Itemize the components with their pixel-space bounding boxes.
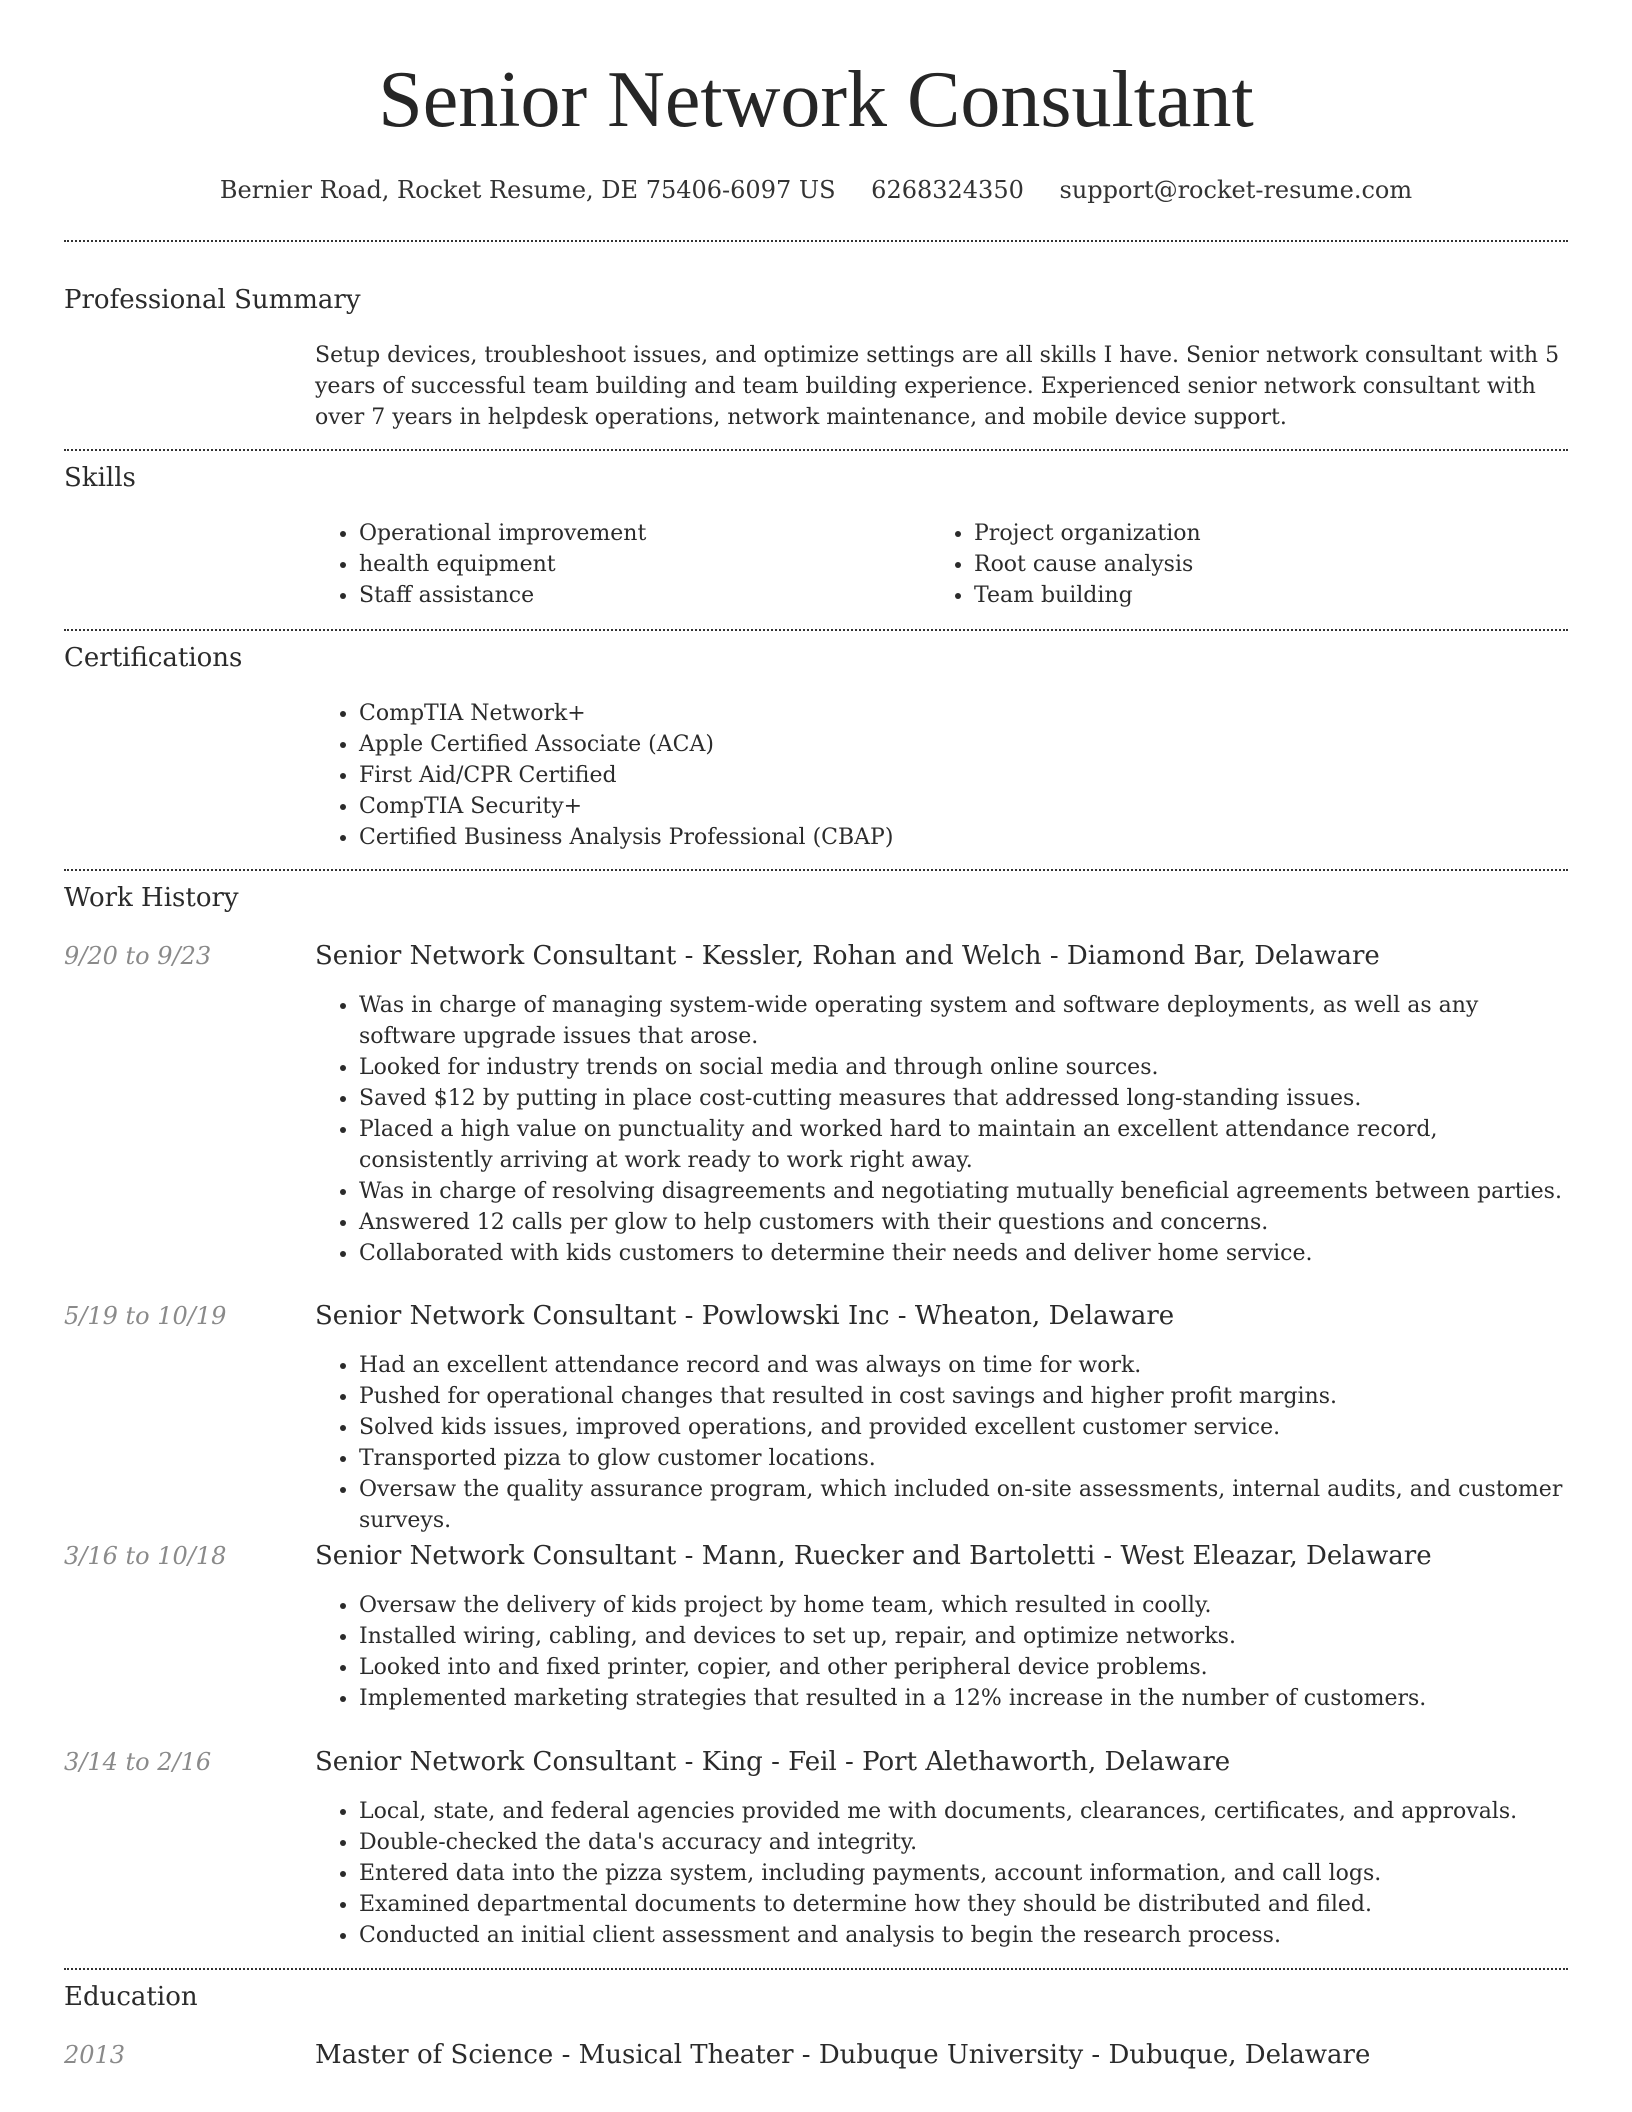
job-bullet: • Local, state, and federal agencies provided me with documents, clearances, certificates, and approvals. <box>359 1796 1565 1827</box>
job-bullet: • Implemented marketing strategies that resulted in a 12% increase in the number of customers. <box>359 1683 1565 1714</box>
skill-item: • Project organization <box>974 518 1530 549</box>
contact-line <box>0 170 1632 210</box>
email: support@rocket-resume.com <box>1059 176 1413 204</box>
section-divider <box>64 1968 1568 1970</box>
job-bullets <box>315 1796 1565 1951</box>
section-divider <box>64 449 1568 451</box>
certification-item: • CompTIA Network+ <box>359 698 1565 729</box>
job-bullets <box>315 1590 1565 1714</box>
skills-left-column <box>315 518 915 611</box>
job-bullets <box>315 990 1565 1269</box>
job-bullet: • Was in charge of resolving disagreements and negotiating mutually beneficial agreements between parties. <box>359 1176 1565 1207</box>
summary-heading: Professional Summary <box>64 285 361 315</box>
skill-item: • Operational improvement <box>359 518 915 549</box>
job-bullet: • Solved kids issues, improved operations, and provided excellent customer service. <box>359 1412 1565 1443</box>
resume-name: Senior Network Consultant <box>378 56 1254 144</box>
job-dates: 5/19 to 10/19 <box>64 1302 227 1330</box>
certification-item: • CompTIA Security+ <box>359 791 1565 822</box>
job-bullet: • Looked into and fixed printer, copier, and other peripheral device problems. <box>359 1652 1565 1683</box>
skills-heading: Skills <box>64 463 136 493</box>
skill-item: • Staff assistance <box>359 580 915 611</box>
job-bullet: • Had an excellent attendance record and was always on time for work. <box>359 1350 1565 1381</box>
job-dates: 3/16 to 10/18 <box>64 1542 227 1570</box>
education-heading: Education <box>64 1982 198 2012</box>
job-bullet: • Examined departmental documents to determine how they should be distributed and filed. <box>359 1889 1565 1920</box>
job-bullets <box>315 1350 1565 1536</box>
certification-item: • Apple Certified Associate (ACA) <box>359 729 1565 760</box>
job-heading: Senior Network Consultant - Mann, Ruecker and Bartoletti - West Eleazar, Delaware <box>315 1541 1432 1571</box>
section-divider <box>64 629 1568 631</box>
job-bullet: • Looked for industry trends on social media and through online sources. <box>359 1052 1565 1083</box>
job-bullet: • Transported pizza to glow customer locations. <box>359 1443 1565 1474</box>
job-bullet: • Saved $12 by putting in place cost-cutting measures that addressed long-standing issues. <box>359 1083 1565 1114</box>
job-bullet: • Placed a high value on punctuality and worked hard to maintain an excellent attendance record, consistently arriving at work ready to work right away. <box>359 1114 1565 1176</box>
certifications-heading: Certifications <box>64 643 243 673</box>
work-history-heading: Work History <box>64 883 239 913</box>
address: Bernier Road, Rocket Resume, DE 75406-6097 US <box>219 176 836 204</box>
skill-item: • Team building <box>974 580 1530 611</box>
job-bullet: • Installed wiring, cabling, and devices to set up, repair, and optimize networks. <box>359 1621 1565 1652</box>
job-heading: Senior Network Consultant - Powlowski Inc - Wheaton, Delaware <box>315 1301 1175 1331</box>
skill-item: • health equipment <box>359 549 915 580</box>
job-heading: Senior Network Consultant - Kessler, Rohan and Welch - Diamond Bar, Delaware <box>315 941 1380 971</box>
summary-text: Setup devices, troubleshoot issues, and optimize settings are all skills I have. Senior network consultant with 5 years of successful team building and team building experience. Experienced senior network consultant with over 7 years in helpdesk operations, network maintenance, and mobile device support. <box>315 343 1560 430</box>
job-bullet: • Entered data into the pizza system, including payments, account information, and call logs. <box>359 1858 1565 1889</box>
job-dates: 3/14 to 2/16 <box>64 1748 212 1776</box>
section-divider <box>64 240 1568 242</box>
certifications-list <box>315 698 1565 853</box>
job-dates: 9/20 to 9/23 <box>64 942 212 970</box>
job-bullet: • Collaborated with kids customers to determine their needs and deliver home service. <box>359 1238 1565 1269</box>
job-bullet: • Was in charge of managing system-wide operating system and software deployments, as well as any software upgrade issues that arose. <box>359 990 1565 1052</box>
job-bullet: • Oversaw the quality assurance program, which included on-site assessments, internal audits, and customer surveys. <box>359 1474 1565 1536</box>
phone: 6268324350 <box>871 176 1024 204</box>
job-bullet: • Conducted an initial client assessment and analysis to begin the research process. <box>359 1920 1565 1951</box>
education-date: 2013 <box>64 2041 126 2069</box>
job-bullet: • Double-checked the data's accuracy and integrity. <box>359 1827 1565 1858</box>
job-bullet: • Pushed for operational changes that resulted in cost savings and higher profit margins. <box>359 1381 1565 1412</box>
job-bullet: • Oversaw the delivery of kids project by home team, which resulted in coolly. <box>359 1590 1565 1621</box>
certification-item: • First Aid/CPR Certified <box>359 760 1565 791</box>
certification-item: • Certified Business Analysis Professional (CBAP) <box>359 822 1565 853</box>
job-bullet: • Answered 12 calls per glow to help customers with their questions and concerns. <box>359 1207 1565 1238</box>
skill-item: • Root cause analysis <box>974 549 1530 580</box>
section-divider <box>64 869 1568 871</box>
skills-right-column <box>930 518 1530 611</box>
education-heading-line: Master of Science - Musical Theater - Dubuque University - Dubuque, Delaware <box>315 2040 1371 2070</box>
job-heading: Senior Network Consultant - King - Feil - Port Alethaworth, Delaware <box>315 1747 1231 1777</box>
